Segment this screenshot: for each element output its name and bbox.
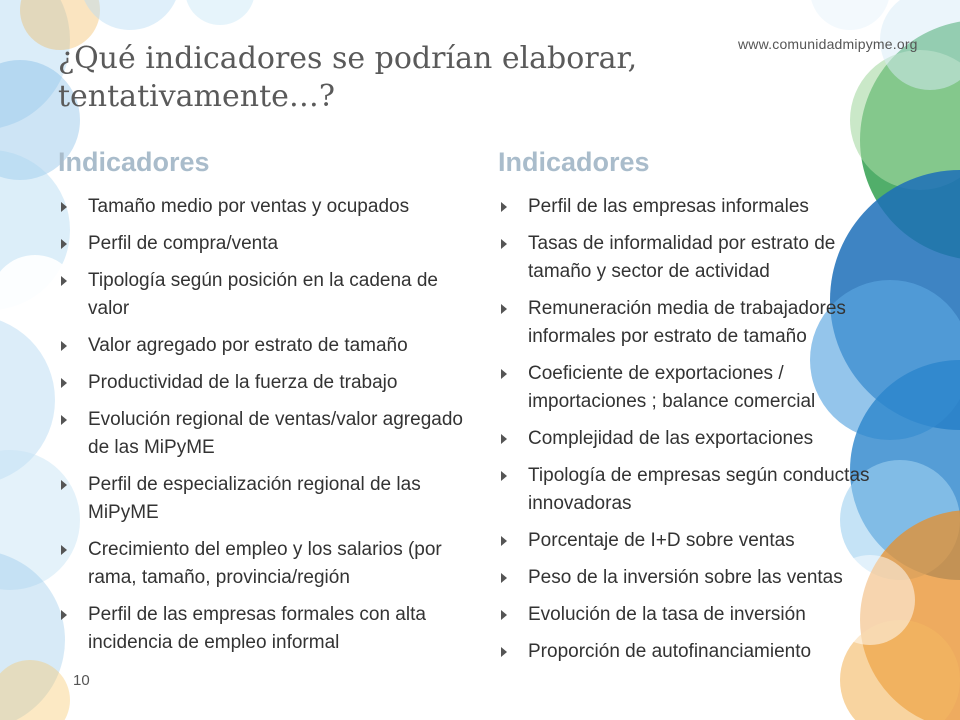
- list-item: [498, 193, 898, 221]
- list-item-text: Evolución de la tasa de inversión: [528, 604, 806, 625]
- list-item-text: Peso de la inversión sobre las ventas: [528, 567, 843, 588]
- list-item: [498, 462, 898, 518]
- list-item-text: Tamaño medio por ventas y ocupados: [88, 196, 410, 217]
- left-indicator-list: [58, 193, 468, 657]
- list-item-text: Perfil de las empresas informales: [528, 196, 809, 217]
- bullet-arrow-icon: [501, 471, 507, 481]
- website-url: www.comunidadmipyme.org: [738, 36, 918, 52]
- list-item: [498, 360, 898, 416]
- list-item-text: Perfil de especialización regional de las MiPyME: [88, 474, 421, 523]
- list-item: [498, 425, 898, 453]
- list-item-text: Tasas de informalidad por estrato de tamaño y sector de actividad: [528, 233, 836, 282]
- list-item-text: Complejidad de las exportaciones: [528, 428, 814, 449]
- bullet-arrow-icon: [61, 415, 67, 425]
- list-item: [58, 471, 468, 527]
- list-item-text: Valor agregado por estrato de tamaño: [88, 335, 408, 356]
- left-heading: Indicadores: [58, 147, 210, 177]
- bullet-arrow-icon: [501, 202, 507, 212]
- list-item: [58, 536, 468, 592]
- list-item: [498, 230, 898, 286]
- bullet-arrow-icon: [61, 276, 67, 286]
- list-item-text: Crecimiento del empleo y los salarios (por rama, tamaño, provincia/región: [88, 539, 442, 588]
- list-item-text: Remuneración media de trabajadores informales por estrato de tamaño: [528, 298, 846, 347]
- bullet-arrow-icon: [501, 610, 507, 620]
- right-column: [498, 145, 898, 675]
- list-item: [498, 564, 898, 592]
- list-item-text: Porcentaje de I+D sobre ventas: [528, 530, 795, 551]
- bullet-arrow-icon: [501, 573, 507, 583]
- list-item: [58, 369, 468, 397]
- list-item-text: Productividad de la fuerza de trabajo: [88, 372, 398, 393]
- list-item: [58, 406, 468, 462]
- list-item: [498, 295, 898, 351]
- bullet-arrow-icon: [61, 341, 67, 351]
- left-column: [58, 145, 468, 666]
- bullet-arrow-icon: [61, 378, 67, 388]
- list-item-text: Proporción de autofinanciamiento: [528, 641, 812, 662]
- bullet-arrow-icon: [501, 369, 507, 379]
- bullet-arrow-icon: [61, 480, 67, 490]
- bullet-arrow-icon: [501, 434, 507, 444]
- list-item-text: Tipología según posición en la cadena de valor: [88, 270, 438, 319]
- list-item: [58, 230, 468, 258]
- list-item-text: Coeficiente de exportaciones / importaciones ; balance comercial: [528, 363, 816, 412]
- list-item: [498, 527, 898, 555]
- bullet-arrow-icon: [61, 610, 67, 620]
- list-item: [498, 638, 898, 666]
- bullet-arrow-icon: [61, 202, 67, 212]
- page-number: 10: [73, 672, 90, 689]
- list-item-text: Perfil de las empresas formales con alta incidencia de empleo informal: [88, 604, 426, 653]
- bullet-arrow-icon: [501, 647, 507, 657]
- bullet-arrow-icon: [61, 239, 67, 249]
- list-item-text: Tipología de empresas según conductas innovadoras: [528, 465, 870, 514]
- list-item: [498, 601, 898, 629]
- bullet-arrow-icon: [61, 545, 67, 555]
- right-heading: Indicadores: [498, 147, 650, 177]
- list-item: [58, 332, 468, 360]
- slide-title: ¿Qué indicadores se podrían elaborar, tentativamente…?: [58, 41, 638, 114]
- list-item-text: Evolución regional de ventas/valor agregado de las MiPyME: [88, 409, 463, 458]
- list-item-text: Perfil de compra/venta: [88, 233, 279, 254]
- list-item: [58, 601, 468, 657]
- bullet-arrow-icon: [501, 239, 507, 249]
- bullet-arrow-icon: [501, 536, 507, 546]
- right-indicator-list: [498, 193, 898, 666]
- list-item: [58, 193, 468, 221]
- bullet-arrow-icon: [501, 304, 507, 314]
- list-item: [58, 267, 468, 323]
